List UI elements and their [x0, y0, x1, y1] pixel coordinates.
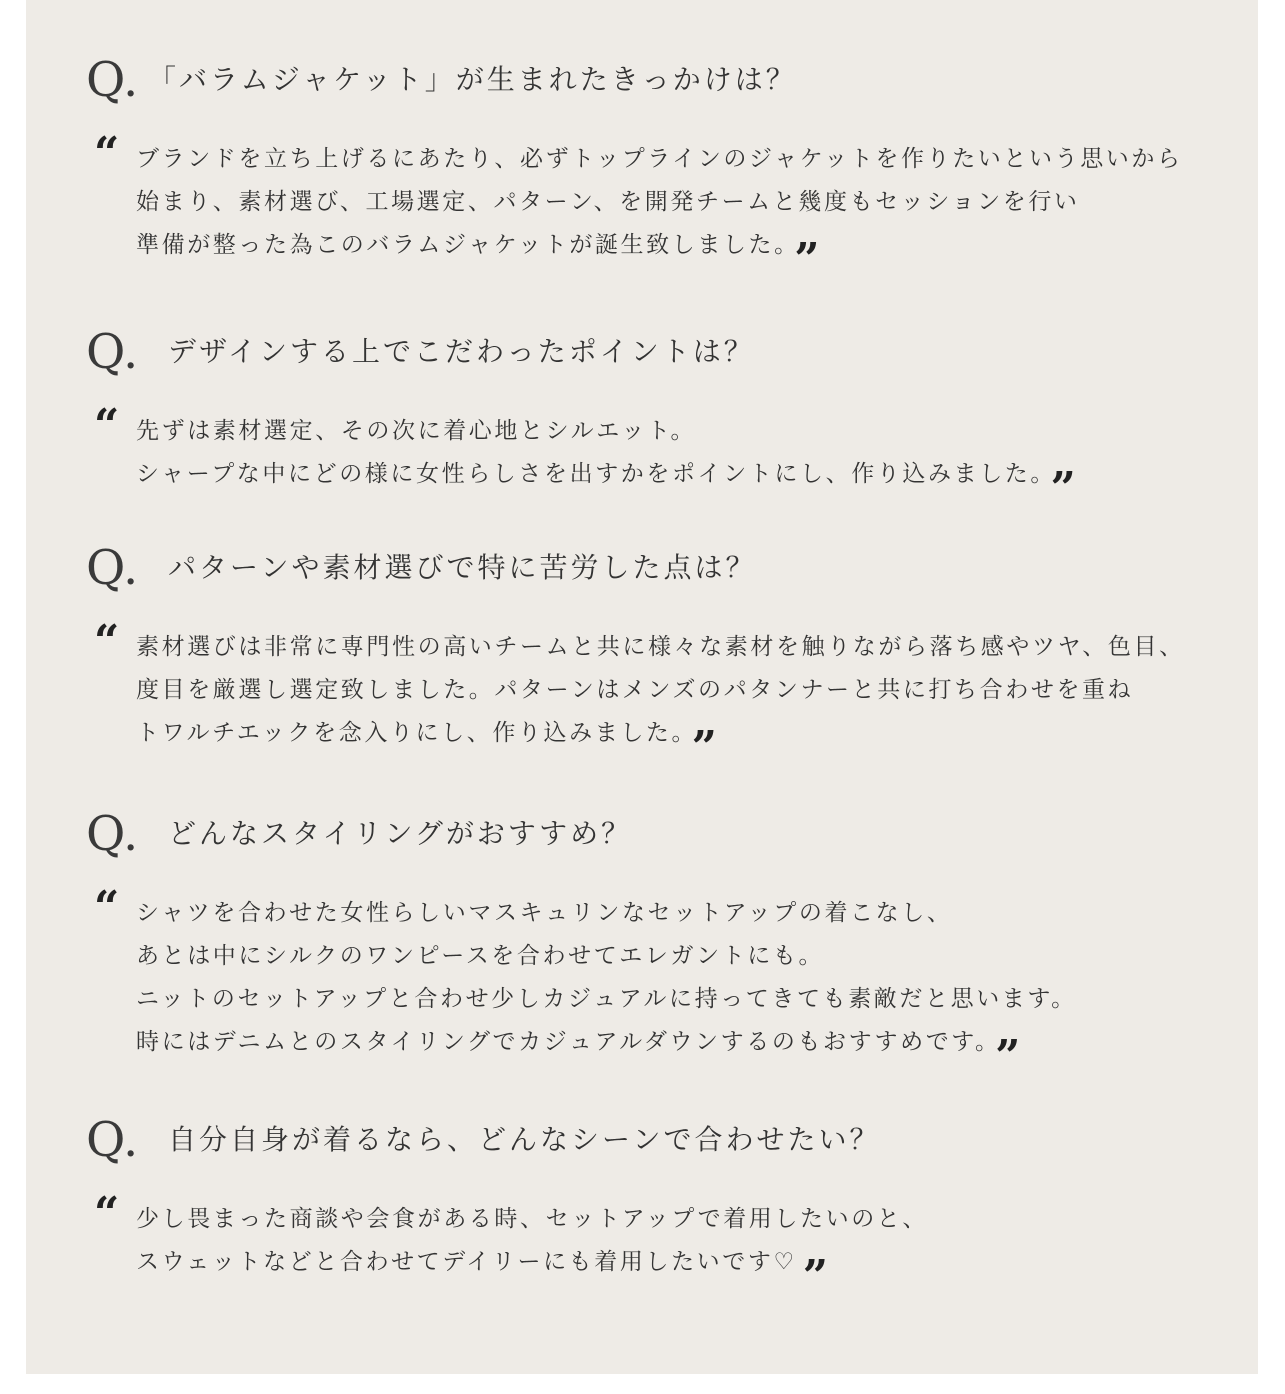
- answer-block: [86, 1188, 1266, 1302]
- question-row: [86, 1110, 1266, 1170]
- answer-line-text: シャープな中にどの様に女性らしさを出すかをポイントにし、作り込みました。: [136, 461, 1045, 487]
- close-quote-icon: ”: [691, 722, 717, 773]
- answer-line: [136, 712, 1266, 773]
- answer-line: ニットのセットアップと合わせ少しカジュアルに持ってきても素敵だと思います。: [136, 986, 1077, 1012]
- answer-line-text: 準備が整った為このバラムジャケットが誕生致しました。: [136, 232, 789, 258]
- q-mark: Q.: [86, 1112, 139, 1168]
- answer-block: [86, 400, 1266, 514]
- answer-line: [136, 453, 1266, 514]
- qa-item-1: [86, 50, 1266, 285]
- open-quote-icon: “: [94, 616, 120, 667]
- answer-line: シャツを合わせた女性らしいマスキュリンなセットアップの着こなし、: [136, 900, 953, 926]
- answer-line: [136, 224, 1266, 285]
- q-mark: Q.: [86, 806, 139, 862]
- answer-line: 度目を厳選し選定致しました。パターンはメンズのパタンナーと共に打ち合わせを重ね: [136, 677, 1134, 703]
- qa-item-5: [86, 1110, 1266, 1302]
- answer-line: [136, 1241, 1266, 1302]
- qa-item-4: [86, 804, 1266, 1082]
- answer-line-text: トワルチエックを念入りにし、作り込みました。: [136, 720, 686, 746]
- answer-text: [136, 138, 1266, 285]
- answer-line: 素材選びは非常に専門性の高いチームと共に様々な素材を触りながら落ち感やツヤ、色目、: [136, 634, 1185, 660]
- question-row: [86, 538, 1266, 598]
- answer-line-text: 時にはデニムとのスタイリングでカジュアルダウンするのもおすすめです。: [136, 1029, 990, 1055]
- close-quote-icon: ”: [802, 1251, 829, 1302]
- answer-block: [86, 882, 1266, 1082]
- q-mark: Q.: [86, 324, 139, 380]
- open-quote-icon: “: [94, 128, 120, 179]
- answer-line: [136, 1021, 1266, 1082]
- question-text: デザインする上でこだわったポイントは？: [168, 335, 755, 368]
- qa-item-2: [86, 322, 1266, 514]
- answer-line-text: スウェットなどと合わせてデイリーにも着用したいです♡: [136, 1249, 797, 1275]
- close-quote-icon: ”: [794, 234, 820, 285]
- open-quote-icon: “: [94, 1188, 120, 1239]
- question-text: パターンや素材選びで特に苦労した点は？: [168, 551, 757, 584]
- answer-text: [136, 410, 1266, 514]
- answer-line: 少し畏まった商談や会食がある時、セットアップで着用したいのと、: [136, 1206, 928, 1232]
- answer-text: [136, 626, 1266, 773]
- q-mark: Q.: [86, 540, 139, 596]
- question-row: [86, 50, 1266, 110]
- open-quote-icon: “: [94, 400, 120, 451]
- q-mark: Q.: [86, 52, 139, 108]
- close-quote-icon: ”: [1050, 463, 1076, 514]
- answer-line: 始まり、素材選び、工場選定、パターン、を開発チームと幾度もセッションを行い: [136, 189, 1080, 215]
- answer-text: [136, 892, 1266, 1082]
- answer-line: 先ずは素材選定、その次に着心地とシルエット。: [136, 418, 697, 444]
- answer-line: あとは中にシルクのワンピースを合わせてエレガントにも。: [136, 943, 825, 969]
- close-quote-icon: ”: [995, 1031, 1021, 1082]
- qa-item-3: [86, 538, 1266, 773]
- answer-block: [86, 616, 1266, 773]
- question-row: [86, 322, 1266, 382]
- question-row: [86, 804, 1266, 864]
- answer-line: ブランドを立ち上げるにあたり、必ずトップラインのジャケットを作りたいという思いから: [136, 146, 1183, 172]
- question-text: 「バラムジャケット」が生まれたきっかけは？: [148, 63, 797, 96]
- answer-text: [136, 1198, 1266, 1302]
- question-text: 自分自身が着るなら、どんなシーンで合わせたい？: [168, 1123, 881, 1156]
- open-quote-icon: “: [94, 882, 120, 933]
- answer-block: [86, 128, 1266, 285]
- qa-panel: [26, 0, 1258, 1374]
- question-text: どんなスタイリングがおすすめ？: [168, 817, 633, 850]
